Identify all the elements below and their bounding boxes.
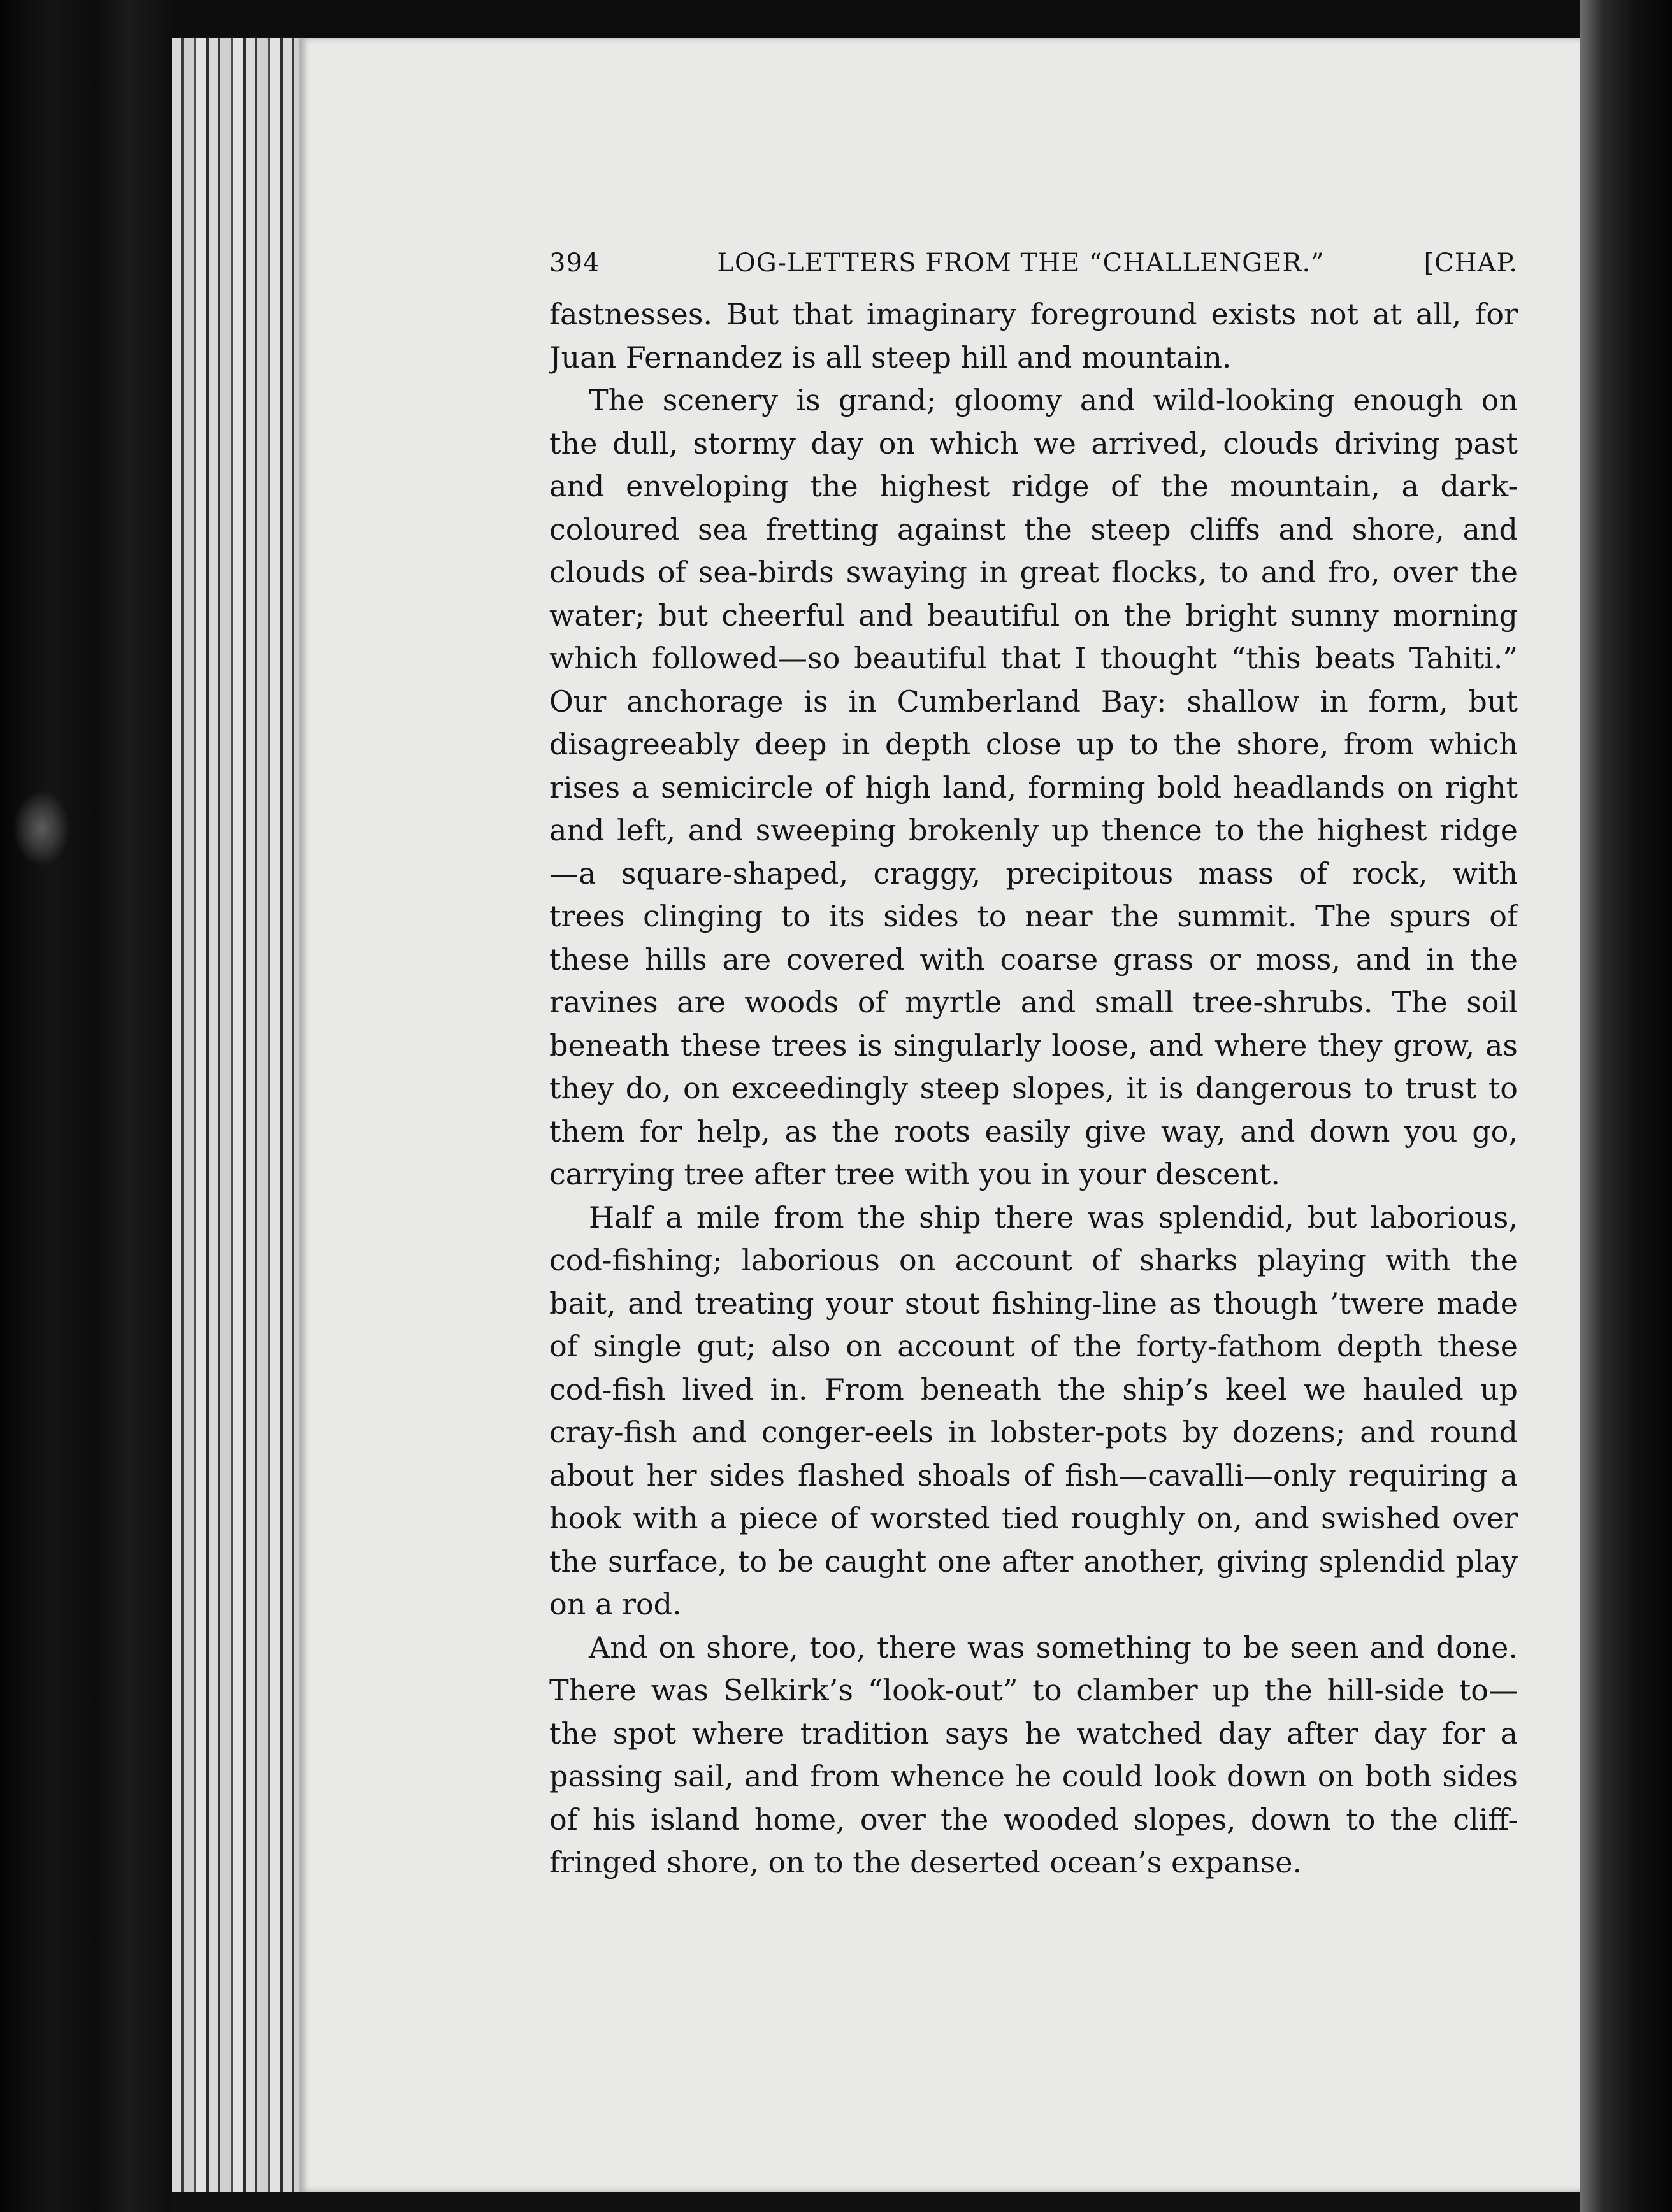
text-line: and left, and sweeping brokenly up thence to the highest ridge	[549, 813, 1518, 847]
text-line: —a square-shaped, craggy, precipitous mass of rock, with	[549, 856, 1518, 891]
text-line: which followed—so beautiful that I thought “this beats Tahiti.”	[549, 641, 1518, 675]
text-line: fastnesses. But that imaginary foreground exists not at all, for	[549, 297, 1518, 331]
text-line: passing sail, and from whence he could look down on both sides	[549, 1759, 1518, 1793]
text-line: beneath these trees is singularly loose, and where they grow, as	[549, 1028, 1518, 1063]
running-title: LOG-LETTERS FROM THE “CHALLENGER.”	[717, 248, 1325, 278]
running-head	[549, 242, 1518, 293]
text-line: trees clinging to its sides to near the summit. The spurs of	[549, 899, 1518, 933]
text-line: ravines are woods of myrtle and small tree-shrubs. The soil	[549, 985, 1518, 1019]
worn-spot	[13, 790, 70, 866]
text-line: bait, and treating your stout fishing-line as though ’twere made	[549, 1286, 1518, 1321]
text-line: these hills are covered with coarse grass or moss, and in the	[549, 942, 1518, 977]
text-line: cod-fish lived in. From beneath the ship’s keel we hauled up	[549, 1372, 1518, 1407]
text-line: they do, on exceedingly steep slopes, it is dangerous to trust to	[549, 1071, 1518, 1105]
bottom-dark-margin	[172, 2192, 1580, 2212]
text-line: the dull, stormy day on which we arrived, clouds driving past	[549, 426, 1518, 461]
text-line: of single gut; also on account of the forty-fathom depth these	[549, 1329, 1518, 1363]
page-text	[549, 242, 1518, 1885]
text-line: Juan Fernandez is all steep hill and mountain.	[549, 340, 1232, 375]
text-line: Our anchorage is in Cumberland Bay: shallow in form, but	[549, 684, 1518, 719]
text-line: on a rod.	[549, 1587, 682, 1621]
text-line: them for help, as the roots easily give way, and down you go,	[549, 1114, 1518, 1149]
text-line: coloured sea fretting against the steep cliffs and shore, and	[549, 512, 1518, 547]
text-line: There was Selkirk’s “look-out” to clamber up the hill-side to—	[549, 1673, 1518, 1707]
text-line: hook with a piece of worsted tied roughly on, and swished over	[549, 1501, 1518, 1535]
text-line: And on shore, too, there was something to be seen and done.	[589, 1630, 1518, 1665]
text-line: of his island home, over the wooded slopes, down to the cliff-	[549, 1802, 1518, 1837]
paragraph-1	[549, 293, 1518, 379]
paragraph-4	[549, 1627, 1518, 1885]
text-line: Half a mile from the ship there was splendid, but laborious,	[589, 1200, 1518, 1235]
chapter-mark: [CHAP.	[1423, 248, 1518, 278]
text-line: about her sides flashed shoals of fish—cavalli—only requiring a	[549, 1458, 1518, 1493]
text-line: the surface, to be caught one after another, giving splendid play	[549, 1544, 1518, 1579]
text-line: The scenery is grand; gloomy and wild-looking enough on	[589, 383, 1518, 417]
text-line: water; but cheerful and beautiful on the bright sunny morning	[549, 598, 1518, 633]
text-line: and enveloping the highest ridge of the mountain, a dark-	[549, 469, 1518, 503]
right-dark-edge	[1580, 0, 1672, 2212]
paragraph-2	[549, 379, 1518, 1196]
text-line: clouds of sea-birds swaying in great flocks, to and fro, over the	[549, 555, 1518, 589]
text-line: rises a semicircle of high land, forming bold headlands on right	[549, 770, 1518, 805]
paragraph-3	[549, 1196, 1518, 1627]
text-line: cod-fishing; laborious on account of sharks playing with the	[549, 1243, 1518, 1277]
book-binding-edge	[0, 0, 172, 2212]
page-number: 394	[549, 248, 600, 278]
text-line: the spot where tradition says he watched day after day for a	[549, 1716, 1518, 1751]
stacked-page-edges	[172, 38, 299, 2192]
text-line: cray-fish and conger-eels in lobster-pots by dozens; and round	[549, 1415, 1518, 1449]
text-line: fringed shore, on to the deserted ocean’s expanse.	[549, 1845, 1302, 1879]
text-line: disagreeably deep in depth close up to the shore, from which	[549, 727, 1518, 761]
top-dark-margin	[172, 0, 1580, 38]
text-line: carrying tree after tree with you in your descent.	[549, 1157, 1281, 1191]
